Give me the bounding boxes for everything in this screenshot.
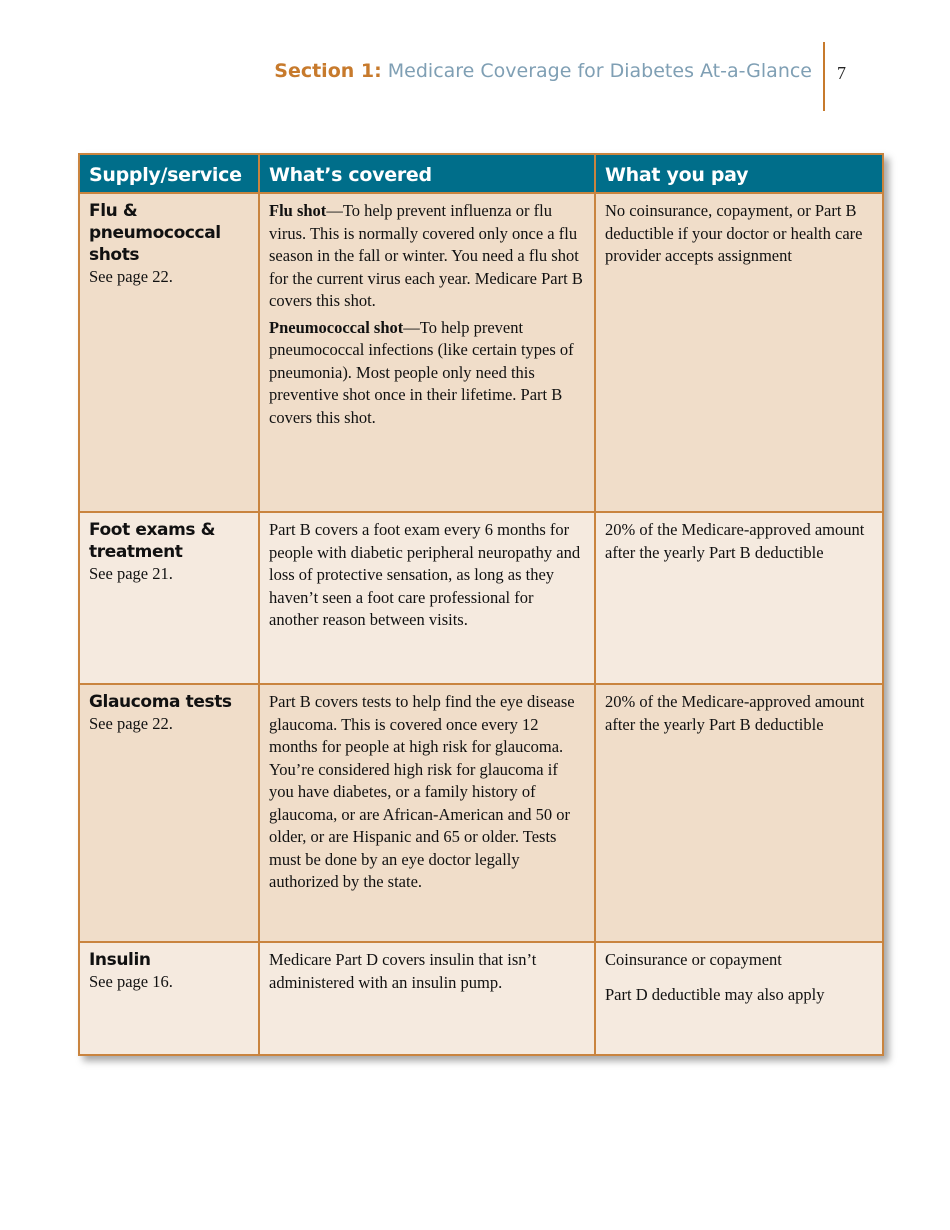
covered-paragraph: Part B covers a foot exam every 6 months for people with diabetic peripheral neuropathy and loss of protective sensation, as long as they haven’t seen a foot care professional for another reason between visits. — [269, 520, 581, 629]
pay-text: 20% of the Medicare-approved amount after the yearly Part B deductible — [605, 692, 865, 734]
service-cell — [79, 684, 259, 942]
covered-cell — [259, 193, 595, 512]
page-number: 7 — [837, 63, 846, 83]
pay-cell — [595, 684, 883, 942]
service-page-reference: See page 22. — [89, 267, 173, 286]
covered-term: Flu shot — [269, 201, 327, 220]
covered-paragraph-pneumococcal — [269, 317, 585, 430]
pay-text: 20% of the Medicare-approved amount after the yearly Part B deductible — [605, 520, 865, 562]
header-what-you-pay: What you pay — [595, 154, 883, 193]
service-cell — [79, 942, 259, 1055]
service-name: Flu & pneumococcal shots — [89, 201, 221, 265]
covered-text: —To help prevent influenza or flu virus. This is normally covered only once a flu season in the fall or winter. You need a flu shot for the current virus each year. Medicare Part B covers this shot. — [269, 201, 583, 310]
header-whats-covered: What’s covered — [259, 154, 595, 193]
pay-cell — [595, 942, 883, 1055]
table-row-glaucoma-tests — [79, 684, 883, 942]
header-divider — [823, 42, 825, 111]
covered-paragraph: Medicare Part D covers insulin that isn’t administered with an insulin pump. — [269, 950, 537, 992]
service-page-reference: See page 16. — [89, 972, 173, 991]
service-cell — [79, 512, 259, 684]
covered-cell — [259, 684, 595, 942]
covered-cell — [259, 512, 595, 684]
header-supply-service: Supply/service — [79, 154, 259, 193]
service-name: Insulin — [89, 950, 151, 970]
pay-text-deductible: Part D deductible may also apply — [605, 984, 825, 1004]
pay-text-coinsurance: Coinsurance or copayment — [605, 950, 782, 969]
service-cell — [79, 193, 259, 512]
table-row-insulin — [79, 942, 883, 1055]
service-name: Glaucoma tests — [89, 692, 232, 712]
section-title: Medicare Coverage for Diabetes At-a-Glance — [387, 60, 812, 82]
pay-cell — [595, 512, 883, 684]
table-header-row — [79, 154, 883, 193]
covered-paragraph-flu — [269, 200, 585, 313]
table-row-flu-pneumococcal — [79, 193, 883, 512]
covered-cell — [259, 942, 595, 1055]
covered-term: Pneumococcal shot — [269, 317, 404, 337]
pay-cell — [595, 193, 883, 512]
pay-text: No coinsurance, copayment, or Part B deductible if your doctor or health care provider accepts assignment — [605, 201, 863, 265]
table-row-foot-exams — [79, 512, 883, 684]
section-label: Section 1: — [274, 60, 382, 82]
service-page-reference: See page 22. — [89, 714, 173, 733]
coverage-table — [78, 153, 884, 1056]
page-header — [274, 60, 812, 90]
service-page-reference: See page 21. — [89, 564, 173, 583]
covered-paragraph: Part B covers tests to help find the eye disease glaucoma. This is covered once every 12 months for people at high risk for glaucoma. You’re considered high risk for glaucoma if you have diabetes, or a family history of glaucoma, or are African-American and 50 or older, or are Hispanic and 65 or older. Tests must be done by an eye doctor legally authorized by the state. — [269, 692, 575, 891]
covered-text: —To help prevent pneumococcal infections (like certain types of pneumonia). Most people only need this preventive shot once in their lifetime. Part B covers this shot. — [269, 317, 574, 427]
service-name: Foot exams & treatment — [89, 520, 216, 562]
